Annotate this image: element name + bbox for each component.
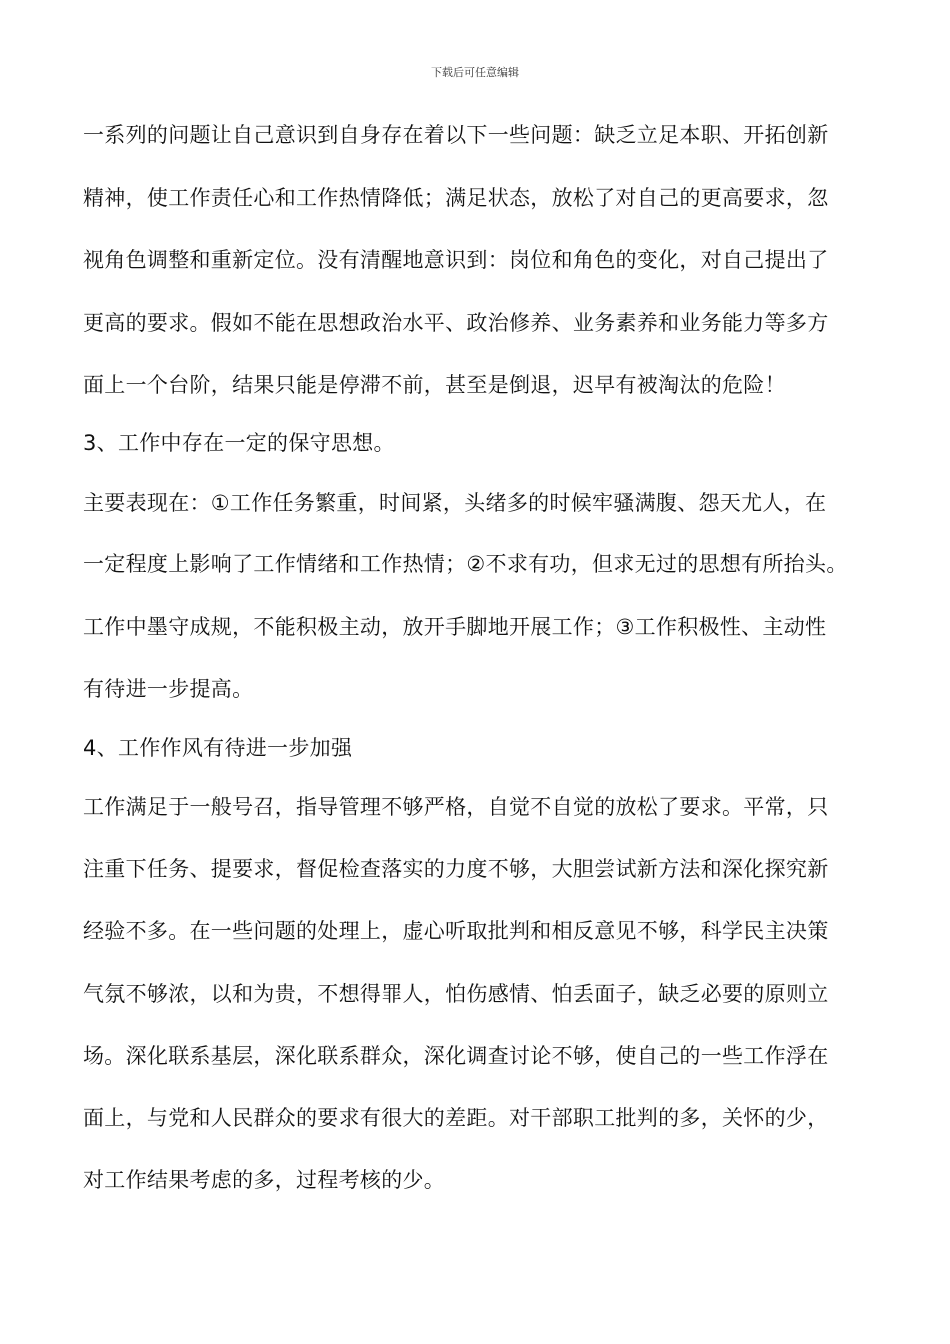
text-line: 一系列的问题让自己意识到自身存在着以下一些问题：缺乏立足本职、开拓创新 <box>83 123 829 147</box>
text-line: 视角色调整和重新定位。没有清醒地意识到：岗位和角色的变化，对自己提出了 <box>83 248 829 272</box>
page-header: 下载后可任意编辑 <box>431 66 519 79</box>
section-heading: 3、工作中存在一定的保守思想。 <box>83 431 395 455</box>
text-line: 主要表现在：①工作任务繁重，时间紧，头绪多的时候牢骚满腹、怨天尤人，在 <box>83 491 827 515</box>
text-line: 一定程度上影响了工作情绪和工作热情；②不求有功，但求无过的思想有所抬头。 <box>83 552 848 576</box>
section-heading: 4、工作作风有待进一步加强 <box>83 736 353 760</box>
text-line: 注重下任务、提要求，督促检查落实的力度不够，大胆尝试新方法和深化探究新 <box>83 857 829 881</box>
text-line: 面上一个台阶，结果只能是停滞不前，甚至是倒退，迟早有被淘汰的危险！ <box>83 373 786 397</box>
text-line: 更高的要求。假如不能在思想政治水平、政治修养、业务素养和业务能力等多方 <box>83 311 829 335</box>
text-line: 场。深化联系基层，深化联系群众，深化调查讨论不够，使自己的一些工作浮在 <box>83 1044 829 1068</box>
text-line: 面上，与党和人民群众的要求有很大的差距。对干部职工批判的多，关怀的少， <box>83 1106 829 1130</box>
text-line: 经验不多。在一些问题的处理上，虚心听取批判和相反意见不够，科学民主决策 <box>83 919 829 943</box>
text-line: 精神，使工作责任心和工作热情降低；满足状态，放松了对自己的更高要求，忽 <box>83 186 829 210</box>
text-line: 工作中墨守成规，不能积极主动，放开手脚地开展工作；③工作积极性、主动性 <box>83 615 827 639</box>
text-line: 有待进一步提高。 <box>83 677 254 701</box>
text-line: 工作满足于一般号召，指导管理不够严格，自觉不自觉的放松了要求。平常，只 <box>83 795 829 819</box>
text-line: 对工作结果考虑的多，过程考核的少。 <box>83 1168 446 1192</box>
text-line: 气氛不够浓，以和为贵，不想得罪人，怕伤感情、怕丢面子，缺乏必要的原则立 <box>83 982 829 1006</box>
